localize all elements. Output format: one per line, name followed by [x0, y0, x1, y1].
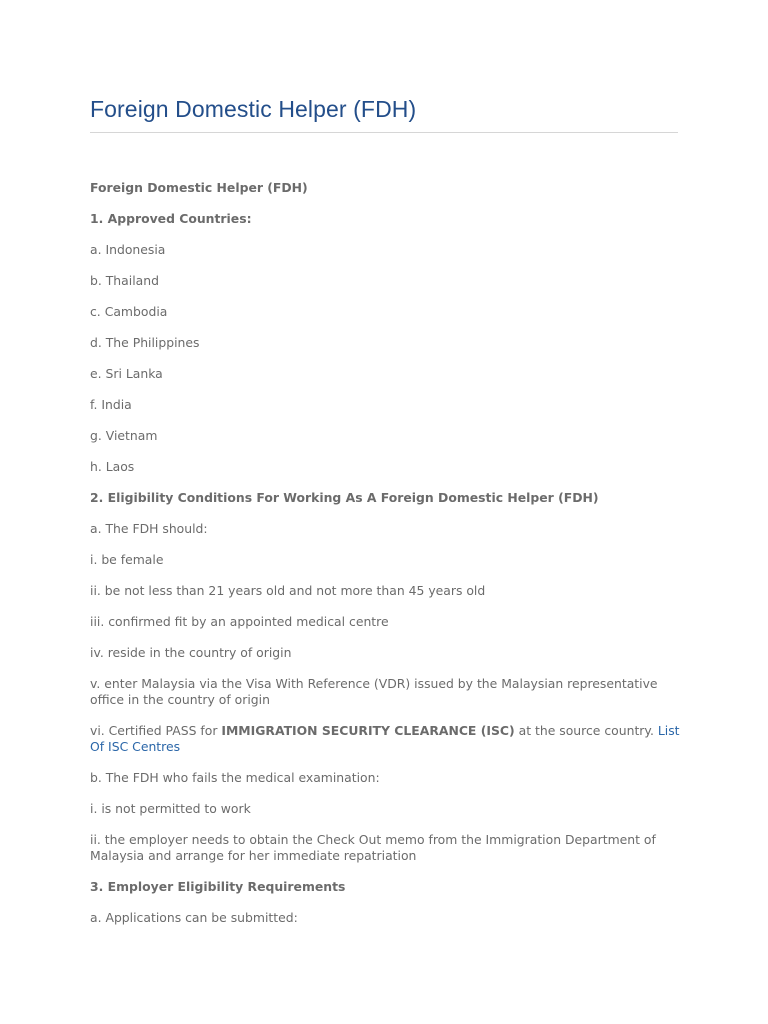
intro-heading: [90, 180, 680, 196]
country-item: b. Thailand: [90, 273, 159, 288]
section-2-heading: [90, 490, 680, 506]
country-item: a. Indonesia: [90, 242, 166, 257]
section-1-heading: [90, 211, 680, 227]
condition-item-vi: [90, 723, 680, 755]
condition-item: iii. confirmed fit by an appointed medical centre: [90, 614, 389, 629]
intro-heading-text: Foreign Domestic Helper (FDH): [90, 180, 308, 195]
condition-vi-suffix: at the source country.: [514, 723, 658, 738]
condition-item: iv. reside in the country of origin: [90, 645, 292, 660]
failure-item: i. is not permitted to work: [90, 801, 251, 816]
title-divider: [90, 132, 678, 133]
section-3-heading: [90, 879, 680, 895]
country-item: e. Sri Lanka: [90, 366, 163, 381]
condition-item: ii. be not less than 21 years old and not more than 45 years old: [90, 583, 486, 598]
section-3-sub-a: a. Applications can be submitted:: [90, 910, 298, 925]
isc-centres-link[interactable]: List Of ISC Centres: [90, 723, 680, 754]
condition-vi-prefix: vi. Certified PASS for: [90, 723, 222, 738]
page-title: Foreign Domestic Helper (FDH): [90, 96, 417, 122]
section-2-heading-text: 2. Eligibility Conditions For Working As A Foreign Domestic Helper (FDH): [90, 490, 599, 505]
failure-item: ii. the employer needs to obtain the Check Out memo from the Immigration Department of Malaysia and arrange for her immediate repatriation: [90, 832, 656, 863]
section-2-sub-b: b. The FDH who fails the medical examination:: [90, 770, 380, 785]
condition-item: v. enter Malaysia via the Visa With Reference (VDR) issued by the Malaysian representative office in the country of origin: [90, 676, 658, 707]
country-item: g. Vietnam: [90, 428, 158, 443]
condition-item: i. be female: [90, 552, 164, 567]
country-item: f. India: [90, 397, 132, 412]
country-item: c. Cambodia: [90, 304, 168, 319]
country-item: h. Laos: [90, 459, 135, 474]
section-2-sub-a: a. The FDH should:: [90, 521, 208, 536]
isc-emphasis: IMMIGRATION SECURITY CLEARANCE (ISC): [221, 723, 515, 738]
article-body: [90, 180, 680, 941]
section-1-heading-text: 1. Approved Countries:: [90, 211, 252, 226]
section-3-heading-text: 3. Employer Eligibility Requirements: [90, 879, 346, 894]
country-item: d. The Philippines: [90, 335, 200, 350]
